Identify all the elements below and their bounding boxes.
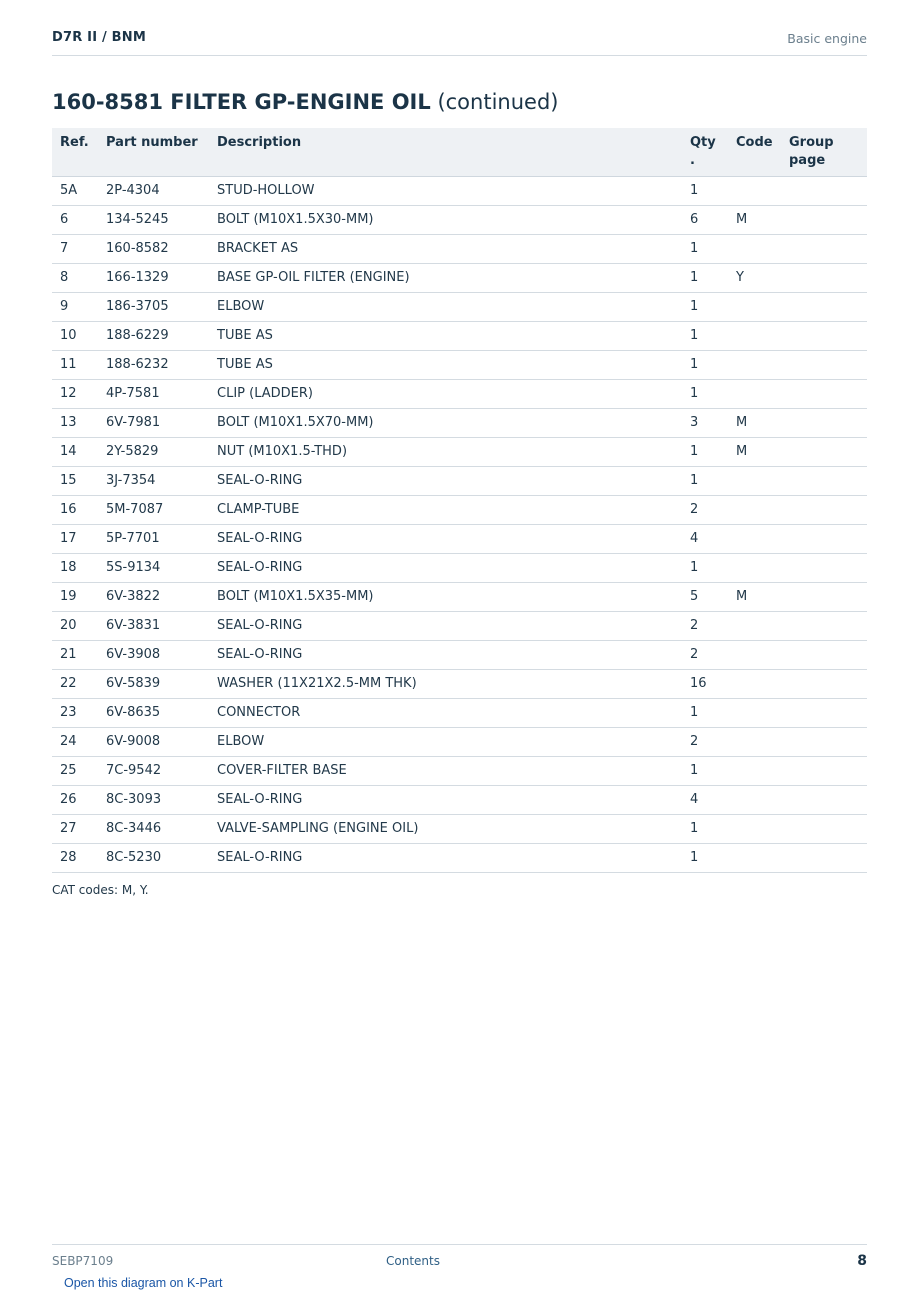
cell-ref: 24	[52, 727, 98, 756]
cell-part-number: 188-6232	[98, 350, 209, 379]
table-row	[52, 437, 867, 466]
cell-code	[728, 524, 781, 553]
cell-part-number: 160-8582	[98, 234, 209, 263]
cell-description: COVER-FILTER BASE	[209, 756, 682, 785]
cell-qty: 1	[682, 263, 728, 292]
cell-part-number: 6V-7981	[98, 408, 209, 437]
parts-table-body	[52, 176, 867, 872]
cell-qty: 1	[682, 466, 728, 495]
cell-qty: 1	[682, 176, 728, 205]
table-row	[52, 843, 867, 872]
cell-ref: 27	[52, 814, 98, 843]
cell-description: ELBOW	[209, 292, 682, 321]
cell-group-page	[781, 379, 867, 408]
cell-ref: 13	[52, 408, 98, 437]
cell-ref: 19	[52, 582, 98, 611]
header-ref: Ref.	[52, 128, 98, 176]
cell-code	[728, 698, 781, 727]
table-row	[52, 350, 867, 379]
header-part-number: Part number	[98, 128, 209, 176]
table-row	[52, 727, 867, 756]
cell-description: TUBE AS	[209, 321, 682, 350]
table-row	[52, 176, 867, 205]
cell-code: M	[728, 582, 781, 611]
cell-ref: 22	[52, 669, 98, 698]
table-row	[52, 611, 867, 640]
page-footer	[52, 1244, 867, 1275]
cell-group-page	[781, 321, 867, 350]
cell-ref: 15	[52, 466, 98, 495]
cell-ref: 5A	[52, 176, 98, 205]
cell-description: BASE GP-OIL FILTER (ENGINE)	[209, 263, 682, 292]
cell-code: Y	[728, 263, 781, 292]
cell-description: SEAL-O-RING	[209, 466, 682, 495]
cell-description: VALVE-SAMPLING (ENGINE OIL)	[209, 814, 682, 843]
cell-part-number: 6V-8635	[98, 698, 209, 727]
cell-description: SEAL-O-RING	[209, 524, 682, 553]
cell-description: ELBOW	[209, 727, 682, 756]
cell-group-page	[781, 756, 867, 785]
cell-ref: 23	[52, 698, 98, 727]
cell-description: BOLT (M10X1.5X70-MM)	[209, 408, 682, 437]
header-group-page: Group page	[781, 128, 867, 176]
cell-group-page	[781, 350, 867, 379]
cell-code	[728, 321, 781, 350]
page-header	[52, 28, 867, 56]
cell-part-number: 6V-5839	[98, 669, 209, 698]
cell-qty: 3	[682, 408, 728, 437]
cell-description: BOLT (M10X1.5X30-MM)	[209, 205, 682, 234]
cell-description: SEAL-O-RING	[209, 611, 682, 640]
cell-qty: 1	[682, 843, 728, 872]
table-row	[52, 553, 867, 582]
cell-group-page	[781, 698, 867, 727]
cell-qty: 2	[682, 611, 728, 640]
cell-ref: 10	[52, 321, 98, 350]
cell-code	[728, 843, 781, 872]
cell-group-page	[781, 408, 867, 437]
cat-codes-note: CAT codes: M, Y.	[52, 883, 149, 897]
cell-group-page	[781, 640, 867, 669]
cell-group-page	[781, 727, 867, 756]
cell-code	[728, 756, 781, 785]
cell-description: WASHER (11X21X2.5-MM THK)	[209, 669, 682, 698]
table-row	[52, 292, 867, 321]
cell-code	[728, 814, 781, 843]
cell-part-number: 134-5245	[98, 205, 209, 234]
cell-code	[728, 292, 781, 321]
cell-ref: 17	[52, 524, 98, 553]
cell-description: SEAL-O-RING	[209, 785, 682, 814]
cell-qty: 1	[682, 350, 728, 379]
table-row	[52, 698, 867, 727]
cell-description: CLAMP-TUBE	[209, 495, 682, 524]
kpart-diagram-link[interactable]: Open this diagram on K-Part	[64, 1276, 223, 1290]
cell-qty: 4	[682, 524, 728, 553]
table-row	[52, 234, 867, 263]
cell-ref: 28	[52, 843, 98, 872]
parts-table	[52, 128, 867, 873]
cell-ref: 7	[52, 234, 98, 263]
cell-part-number: 188-6229	[98, 321, 209, 350]
cell-description: NUT (M10X1.5-THD)	[209, 437, 682, 466]
cell-ref: 12	[52, 379, 98, 408]
table-row	[52, 669, 867, 698]
cell-part-number: 8C-5230	[98, 843, 209, 872]
cell-part-number: 186-3705	[98, 292, 209, 321]
cell-qty: 1	[682, 292, 728, 321]
table-row	[52, 466, 867, 495]
cell-qty: 5	[682, 582, 728, 611]
cell-group-page	[781, 205, 867, 234]
cell-code	[728, 495, 781, 524]
table-row	[52, 756, 867, 785]
cell-part-number: 6V-3822	[98, 582, 209, 611]
header-code: Code	[728, 128, 781, 176]
cell-code	[728, 234, 781, 263]
cell-ref: 6	[52, 205, 98, 234]
cell-code	[728, 669, 781, 698]
cell-qty: 1	[682, 698, 728, 727]
cell-qty: 4	[682, 785, 728, 814]
cell-qty: 1	[682, 321, 728, 350]
cell-code	[728, 466, 781, 495]
cell-group-page	[781, 611, 867, 640]
cell-part-number: 2Y-5829	[98, 437, 209, 466]
group-title: 160-8581 FILTER GP-ENGINE OIL	[52, 90, 431, 114]
cell-group-page	[781, 437, 867, 466]
cell-qty: 16	[682, 669, 728, 698]
table-row	[52, 321, 867, 350]
cell-ref: 9	[52, 292, 98, 321]
cell-qty: 2	[682, 495, 728, 524]
page-title	[52, 90, 558, 114]
table-row	[52, 582, 867, 611]
cell-qty: 1	[682, 756, 728, 785]
cell-ref: 18	[52, 553, 98, 582]
table-row	[52, 263, 867, 292]
cell-qty: 1	[682, 379, 728, 408]
cell-code	[728, 785, 781, 814]
cell-ref: 8	[52, 263, 98, 292]
cell-description: CLIP (LADDER)	[209, 379, 682, 408]
cell-qty: 2	[682, 727, 728, 756]
table-row	[52, 495, 867, 524]
cell-part-number: 8C-3446	[98, 814, 209, 843]
cell-part-number: 6V-3908	[98, 640, 209, 669]
table-row	[52, 814, 867, 843]
cell-code	[728, 611, 781, 640]
cell-code	[728, 176, 781, 205]
cell-group-page	[781, 495, 867, 524]
cell-group-page	[781, 176, 867, 205]
cell-group-page	[781, 843, 867, 872]
cell-code	[728, 379, 781, 408]
cell-part-number: 4P-7581	[98, 379, 209, 408]
cell-group-page	[781, 466, 867, 495]
cell-part-number: 166-1329	[98, 263, 209, 292]
cell-description: SEAL-O-RING	[209, 843, 682, 872]
cell-group-page	[781, 814, 867, 843]
cell-description: SEAL-O-RING	[209, 553, 682, 582]
table-row	[52, 640, 867, 669]
section-label: Basic engine	[787, 31, 867, 46]
table-row	[52, 785, 867, 814]
table-row	[52, 205, 867, 234]
table-header-row	[52, 128, 867, 176]
cell-code	[728, 350, 781, 379]
cell-ref: 25	[52, 756, 98, 785]
cell-part-number: 3J-7354	[98, 466, 209, 495]
cell-group-page	[781, 669, 867, 698]
cell-ref: 20	[52, 611, 98, 640]
cell-description: BRACKET AS	[209, 234, 682, 263]
cell-qty: 1	[682, 553, 728, 582]
header-description: Description	[209, 128, 682, 176]
cell-ref: 21	[52, 640, 98, 669]
cell-group-page	[781, 582, 867, 611]
cell-description: BOLT (M10X1.5X35-MM)	[209, 582, 682, 611]
cell-group-page	[781, 234, 867, 263]
cell-code: M	[728, 408, 781, 437]
cell-qty: 1	[682, 437, 728, 466]
cell-description: CONNECTOR	[209, 698, 682, 727]
cell-code	[728, 727, 781, 756]
cell-ref: 14	[52, 437, 98, 466]
cell-part-number: 6V-3831	[98, 611, 209, 640]
cell-part-number: 7C-9542	[98, 756, 209, 785]
contents-link[interactable]: Contents	[386, 1254, 440, 1268]
cell-qty: 2	[682, 640, 728, 669]
document-id: SEBP7109	[52, 1254, 114, 1268]
cell-ref: 16	[52, 495, 98, 524]
header-qty: Qty .	[682, 128, 728, 176]
cell-qty: 1	[682, 234, 728, 263]
model-label: D7R II / BNM	[52, 30, 146, 45]
cell-group-page	[781, 524, 867, 553]
cell-code: M	[728, 205, 781, 234]
cell-part-number: 5P-7701	[98, 524, 209, 553]
cell-ref: 11	[52, 350, 98, 379]
table-row	[52, 408, 867, 437]
cell-part-number: 2P-4304	[98, 176, 209, 205]
cell-description: STUD-HOLLOW	[209, 176, 682, 205]
cell-ref: 26	[52, 785, 98, 814]
cell-group-page	[781, 785, 867, 814]
cell-qty: 6	[682, 205, 728, 234]
title-suffix: (continued)	[437, 90, 559, 114]
cell-code	[728, 640, 781, 669]
cell-qty: 1	[682, 814, 728, 843]
cell-code: M	[728, 437, 781, 466]
cell-group-page	[781, 553, 867, 582]
table-row	[52, 524, 867, 553]
cell-code	[728, 553, 781, 582]
cell-description: SEAL-O-RING	[209, 640, 682, 669]
cell-part-number: 8C-3093	[98, 785, 209, 814]
cell-part-number: 6V-9008	[98, 727, 209, 756]
cell-part-number: 5S-9134	[98, 553, 209, 582]
cell-group-page	[781, 292, 867, 321]
cell-part-number: 5M-7087	[98, 495, 209, 524]
page-number: 8	[857, 1253, 867, 1269]
table-row	[52, 379, 867, 408]
cell-description: TUBE AS	[209, 350, 682, 379]
cell-group-page	[781, 263, 867, 292]
